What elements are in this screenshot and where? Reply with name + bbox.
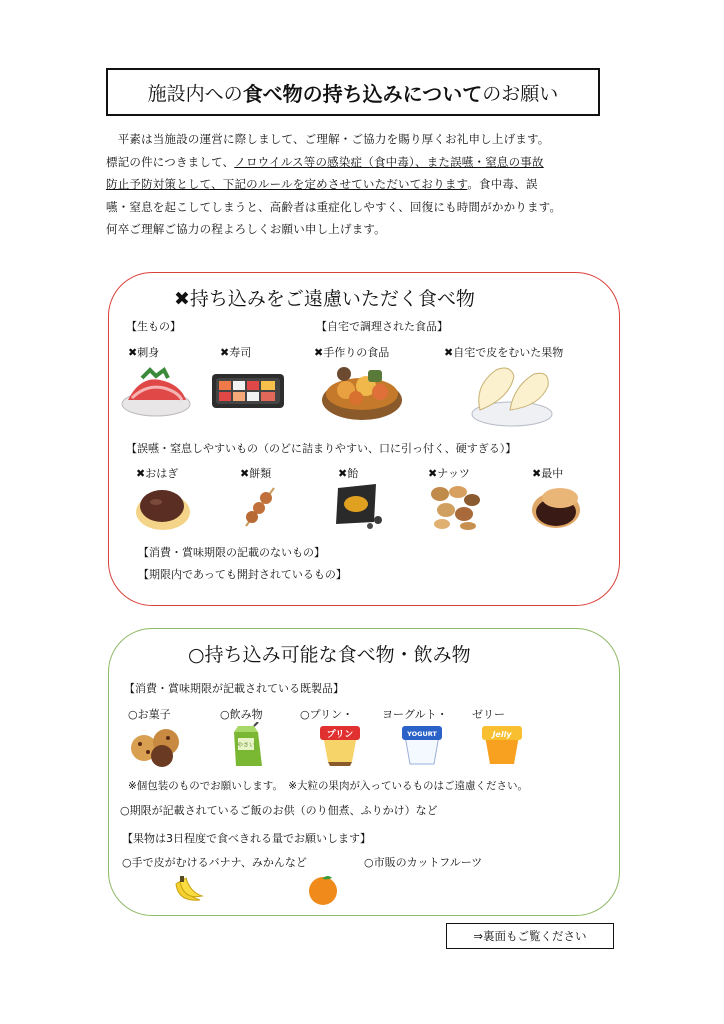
homemade-dish-icon (320, 360, 404, 422)
cookies-icon (128, 724, 186, 768)
ok-category-packaged: 【消費・賞味期限が記載されている既製品】 (124, 682, 344, 695)
mandarin-icon (306, 872, 340, 906)
ng-category-homemade: 【自宅で調理された食品】 (316, 320, 448, 333)
intro-line-3 (106, 173, 622, 196)
ohagi-icon (134, 482, 192, 532)
juice-label: やさい (236, 742, 256, 749)
pudding-label: プリン (326, 730, 354, 740)
jelly-icon (480, 722, 524, 768)
banana-icon (172, 874, 206, 906)
ok-item-drinks: ○飲み物 (220, 708, 263, 721)
ok-item-rice-toppings: ○期限が記載されているご飯のお供（のり佃煮、ふりかけ）など (120, 804, 438, 817)
intro-line-3-underlined: 防止予防対策として、下記のルールを定めさせていただいております (106, 177, 468, 191)
intro-paragraph (106, 128, 622, 241)
sashimi-icon (120, 362, 192, 420)
title-pre: 施設内への (147, 82, 243, 105)
sushi-icon (210, 368, 286, 412)
ok-item-yogurt: ヨーグルト・ (382, 708, 448, 721)
ng-category-opened: 【期限内であっても開封されているもの】 (138, 568, 347, 581)
ok-foods-box (108, 628, 620, 916)
intro-line-2-plain: 標記の件につきまして、 (106, 154, 235, 169)
ng-item-sushi: ✖寿司 (220, 346, 252, 359)
ng-item-handmade: ✖手作りの食品 (314, 346, 390, 359)
nuts-icon (428, 482, 482, 530)
intro-line-1: 平素は当施設の運営に際しまして、ご理解・ご協力を賜り厚くお礼申し上げます。 (106, 132, 550, 146)
ok-item-cut-fruit: ○市販のカットフルーツ (364, 856, 483, 869)
ok-item-peelable-fruit: ○手で皮がむけるバナナ、みかんなど (122, 856, 307, 869)
ng-item-sashimi: ✖刺身 (128, 346, 160, 359)
ok-item-jelly: ゼリー (472, 708, 505, 721)
title-post: のお願い (482, 82, 559, 105)
intro-line-5: 何卒ご理解ご協力の程よろしくお願い申し上げます。 (106, 222, 386, 236)
intro-line-2 (106, 151, 622, 174)
ng-item-monaka: ✖最中 (532, 467, 564, 480)
ok-item-pudding: ○プリン・ (300, 708, 354, 721)
ok-category-fruit: 【果物は3日程度で食べきれる量でお願いします】 (122, 832, 371, 845)
title-bold: 食べ物の持ち込みについて (242, 81, 483, 106)
pudding-icon (318, 722, 362, 768)
ok-heading: ○持ち込み可能な食べ物・飲み物 (188, 644, 471, 666)
ng-category-choking: 【誤嚥・窒息しやすいもの（のどに詰まりやすい、口に引っ付く、硬すぎる）】 (126, 442, 517, 455)
monaka-icon (530, 484, 584, 530)
ng-category-no-expiry: 【消費・賞味期限の記載のないもの】 (138, 546, 325, 559)
ng-heading: ✖持ち込みをご遠慮いただく食べ物 (174, 288, 475, 310)
ng-item-ohagi: ✖おはぎ (136, 467, 179, 480)
see-reverse-note: ⇒裏面もご覧ください (446, 923, 614, 949)
ng-item-mochi: ✖餅類 (240, 467, 272, 480)
ok-note-packaging: ※個包装のものでお願いします。 ※大粒の果肉が入っているものはご遠慮ください。 (128, 780, 529, 792)
ng-item-candy: ✖飴 (338, 467, 359, 480)
ng-item-nuts: ✖ナッツ (428, 467, 470, 480)
page-title (106, 68, 600, 116)
peeled-fruit-icon (470, 356, 554, 428)
yogurt-label: YOGURT (407, 730, 437, 738)
intro-line-4: 嚥・窒息を起こしてしまうと、高齢者は重症化しやすく、回復にも時間がかかります。 (106, 199, 562, 214)
ok-item-snacks: ○お菓子 (128, 708, 171, 721)
intro-line-3-plain: 。食中毒、誤 (467, 177, 538, 191)
jelly-label: Jelly (492, 730, 512, 739)
juice-box-icon (228, 722, 268, 770)
candy-bag-icon (330, 480, 384, 530)
intro-line-2-underlined: ノロウイルス等の感染症（食中毒）、また誤嚥・窒息の事故 (234, 154, 544, 169)
ng-item-peeled-fruit: ✖自宅で皮をむいた果物 (444, 346, 564, 359)
mochi-skewer-icon (240, 482, 280, 530)
yogurt-icon (400, 722, 444, 768)
ng-category-raw: 【生もの】 (126, 320, 181, 333)
